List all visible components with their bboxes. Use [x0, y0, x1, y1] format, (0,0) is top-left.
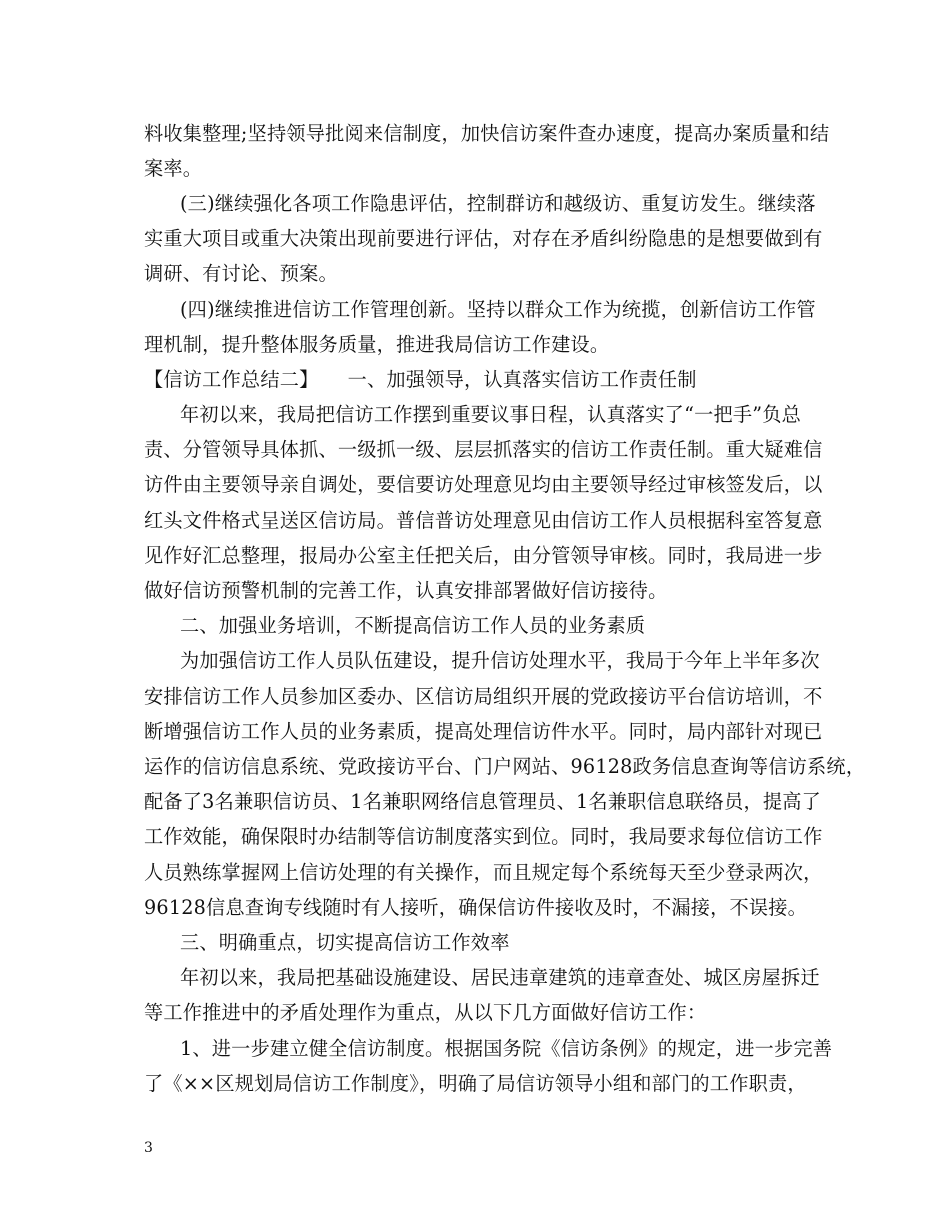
text-line: 实重大项目或重大决策出现前要进行评估，对存在矛盾纠纷隐患的是想要做到有 [144, 227, 823, 250]
text-line: 工作效能，确保限时办结制等信访制度落实到位。同时，我局要求每位信访工作 [144, 825, 823, 848]
text-line: 见作好汇总整理，报局办公室主任把关后，由分管领导审核。同时，我局进一步 [144, 544, 823, 567]
text-line: 年初以来，我局把信访工作摆到重要议事日程，认真落实了“一把手”负总 [180, 403, 802, 426]
text-line: 人员熟练掌握网上信访处理的有关操作，而且规定每个系统每天至少登录两次， [144, 861, 823, 884]
text-line: 红头文件格式呈送区信访局。普信普访处理意见由信访工作人员根据科室答复意 [144, 509, 823, 532]
text-line: 1、进一步建立健全信访制度。根据国务院《信访条例》的规定，进一步完善 [180, 1037, 833, 1060]
text-line: 做好信访预警机制的完善工作，认真安排部署做好信访接待。 [144, 579, 668, 602]
text-line: 96128信息查询专线随时有人接听，确保信访件接收及时，不漏接，不误接。 [144, 896, 808, 919]
text-line: 了《××区规划局信访工作制度》，明确了局信访领导小组和部门的工作职责， [144, 1072, 807, 1095]
text-line: 年初以来，我局把基础设施建设、居民违章建筑的违章查处、城区房屋拆迁 [180, 966, 820, 989]
text-line: 运作的信访信息系统、党政接访平台、门户网站、96128政务信息查询等信访系统， [144, 755, 866, 778]
text-line: 案率。 [144, 157, 203, 180]
section-heading: 三、明确重点，切实提高信访工作效率 [180, 931, 510, 954]
text-line: 为加强信访工作人员队伍建设，提升信访处理水平，我局于今年上半年多次 [180, 649, 820, 672]
text-line: 责、分管领导具体抓、一级抓一级、层层抓落实的信访工作责任制。重大疑难信 [144, 438, 823, 461]
text-line: (三)继续强化各项工作隐患评估，控制群访和越级访、重复访发生。继续落 [180, 192, 816, 215]
text-line: 访件由主要领导亲自调处，要信要访处理意见均由主要领导经过审核签发后，以 [144, 473, 823, 496]
text-line: 料收集整理;坚持领导批阅来信制度，加快信访案件查办速度，提高办案质量和结 [144, 122, 830, 145]
text-line: 配备了3名兼职信访员、1名兼职网络信息管理员、1名兼职信息联络员，提高了 [144, 790, 822, 813]
text-line: 理机制，提升整体服务质量，推进我局信访工作建设。 [144, 333, 610, 356]
text-line: 断增强信访工作人员的业务素质，提高处理信访件水平。同时，局内部针对现已 [144, 720, 823, 743]
text-line: 调研、有讨论、预案。 [144, 262, 338, 285]
text-line: 等工作推进中的矛盾处理作为重点，从以下几方面做好信访工作： [144, 1001, 707, 1024]
section-heading: 二、加强业务培训，不断提高信访工作人员的业务素质 [180, 614, 646, 637]
page-number: 3 [144, 1140, 153, 1156]
text-line: (四)继续推进信访工作管理创新。坚持以群众工作为统揽，创新信访工作管 [180, 298, 816, 321]
text-line: 安排信访工作人员参加区委办、区信访局组织开展的党政接访平台信访培训，不 [144, 685, 823, 708]
section-heading: 【信访工作总结二】 一、加强领导，认真落实信访工作责任制 [144, 368, 697, 391]
